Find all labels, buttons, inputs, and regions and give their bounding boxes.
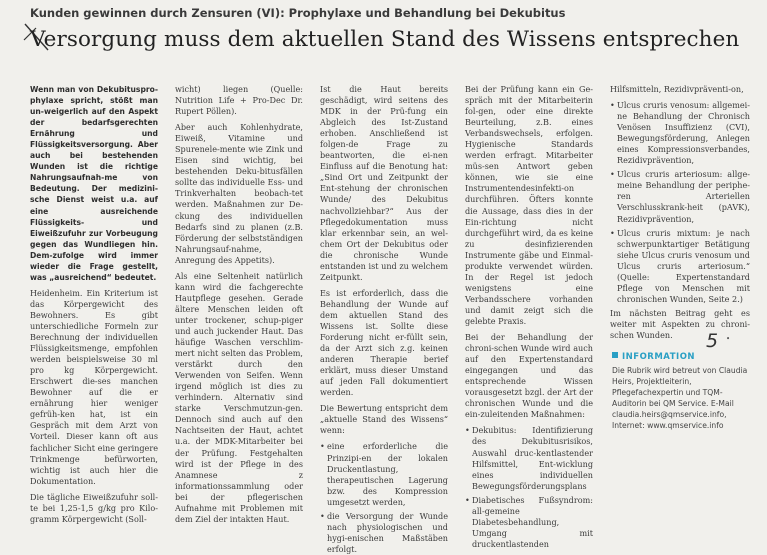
paragraph: Die Bewertung entspricht dem „aktuelle Stand des Wissens“ wenn:	[320, 403, 448, 436]
closing-paragraph: Im nächsten Beitrag geht es weiter mit Aspekten zu chroni-schen Wunden.	[610, 307, 750, 340]
article-column-1	[30, 84, 158, 524]
list-item: • Diabetisches Fußsyndrom: all-gemeine Diabetesbehandlung, Umgang mit druckentlastenden	[465, 495, 593, 550]
paragraph: Hilfsmitteln, Rezidivpräventi-on,	[610, 84, 744, 94]
article-column-3	[320, 84, 448, 554]
list-item: • die Versorgung der Wunde nach physiologischen und hygi-enischen Maßstäben erfolgt.	[320, 511, 448, 555]
paragraph: Heidenheim. Ein Kriterium ist das Körpergewicht des Bewohners. Es gibt unterschiedliche Formeln zur Berechnung der individuellen Flüssigkeitsmenge, empfohlen werden beispielsweise 30 ml pro kg Körpergewicht. Erschwert die-ses manchen Bewohner auf die er ernährung hier weniger gefrüh-ken hat, ist ein Gespräch mit dem Arzt von Vorteil. Dieser kann oft aus fachlicher Sicht eine geringere Trinkmenge befürworten, wichtig ist auch hier die Dokumentation.	[30, 287, 158, 486]
list-item: • Ulcus cruris arteriosum: allge-meine Behandlung der periphe-ren Arteriellen Verschlusskrank-heit (pAVK), Rezidivprävention,	[610, 169, 750, 224]
list-item: • Dekubitus: Identifizierung des Dekubitusrisikos, Auswahl druc-kentlastender Hilfsmittel, Ent-wicklung eines individuellen Bewegungsförderungsplans	[465, 425, 593, 491]
bullet-list	[610, 100, 750, 305]
paragraph: Aber auch Kohlenhydrate, Eiweiß, Vitamine und Spurenele-mente wie Zink und Eisen sind wichtig, bei bestehenden Deku-bitusfällen sollte das individuelle Ess- und Trinkverhalten beobach-tet werden. Maßnahmen zur De-ckung des individuellen Bedarfs sind zu planen (z.B. Förderung der selbstständigen Nahrungsauf-nahme, Anregung des Appetits).	[175, 122, 303, 265]
info-box-title-text: INFORMATION	[622, 352, 696, 362]
small-mark: •	[726, 335, 731, 343]
paragraph: Die tägliche Eiweißzufuhr soll-te bei 1,25-1,5 g/kg pro Kilo-gramm Körpergewicht (Soll-	[30, 491, 158, 524]
paragraph: Es ist erforderlich, dass die Behandlung der Wunde auf dem aktuellen Stand des Wissens ist. Sollte diese Forderung nicht er-füllt sein, da der Arzt sich z.g. keinen anderen Therapie berief erklärt, muss dieser Umstand auf jeden Fall dokumentiert werden.	[320, 287, 448, 398]
list-item: • Ulcus cruris venosum: allgemei-ne Behandlung der Chronisch Venösen Insuffizienz (CVI), Bewegungsförderung, Anlegen eines Kompressionsverbandes, Rezidivprävention,	[610, 100, 750, 166]
info-box-text: Die Rubrik wird betreut von Claudia Heirs, Projektleiterin, Pflegefachexpertin und TQM-Auditorin bei QM Service. E-Mail claudia.heirs@qmservice.info, Internet: www.qmservice.info	[612, 366, 748, 430]
paragraph: wicht) liegen (Quelle: Nutrition Life + Pro-Dec Dr. Rupert Pöllen).	[175, 84, 303, 117]
paragraph: Ist die Haut bereits geschädigt, wird seitens des MDK in der Prü-fung ein Abgleich des Ist-Zustand erhoben. Anschließend ist folgen-de Frage zu beantworten, die ei-nen Einfluss auf die Benotung hat: „Sind Ort und Zeitpunkt der Ent-stehung der chronischen Wunde/ des Dekubitus nachvollziehbar?“ Aus der Pflegedokumentation muss klar erkennbar sein, an wel-chem Ort der Dekubitus oder die chronische Wunde entstanden ist und zu welchem Zeitpunkt.	[320, 84, 448, 282]
paragraph: Bei der Behandlung der chroni-schen Wunde wird auch auf den Expertenstandard eingegangen und das entsprechende Wissen vorausgesetzt bzgl. der Art der chronischen Wunde und die ein-zuleitenden Maßnahmen:	[465, 332, 593, 420]
article-kicker: Kunden gewinnen durch Zensuren (VI): Prophylaxe und Behandlung bei Dekubitus	[30, 6, 566, 20]
info-box	[612, 352, 752, 431]
info-box-title	[612, 352, 752, 362]
article-column-4	[465, 84, 593, 549]
info-square-icon	[612, 352, 618, 358]
article-column-5	[610, 84, 750, 340]
bullet-list	[465, 425, 593, 550]
list-item: • Ulcus cruris mixtum: je nach schwerpunktartiger Betätigung siehe Ulcus cruris venosum und Ulcus cruris arteriosum.“ (Quelle: Expertenstandard Pflege von Menschen mit chronischen Wunden, Seite 2.)	[610, 228, 750, 305]
article-headline: Versorgung muss dem aktuellen Stand des Wissens entsprechen	[30, 27, 740, 52]
list-item: • eine erforderliche die Prinzipi-en der lokalen Druckentlastung, therapeutischen Lagerung bzw. des Kompression umgesetzt werden,	[320, 441, 448, 507]
bullet-list	[320, 441, 448, 554]
article-lead: Wenn man von Dekubituspro-phylaxe spricht, stößt man un-weigerlich auf den Aspekt der bedarfsgerechten Ernährung und Flüssigkeitsversorgung. Aber auch bei bestehenden Wunden ist die richtige Nahrungsaufnah-me von Bedeutung. Der medizini-sche Dienst weist u.a. auf eine ausreichende Flüssigkeits- und Eiweißzufuhr zur Vorbeugung gegen das Wundliegen hin. Dem-zufolge wird immer wieder die Frage gestellt, was „ausreichend“ bedeutet.	[30, 85, 158, 282]
paragraph: Als eine Seltenheit natürlich kann wird die fachgerechte Hautpflege gesehen. Gerade ältere Menschen leiden oft unter trockener, schup-piger und auch juckender Haut. Das häufige Waschen verschlim-mert nicht selten das Problem, verstärkt durch den Verwenden von Seifen. Wenn irgend möglich ist dies zu verhindern. Alternativ sind starke Verschmutzun-gen. Dennoch sind auch auf den Nachtseiten der Haut, achtet u.a. der MDK-Mitarbeiter bei der Prüfung. Festgehalten wird ist der Pflege in des Anamnese z informationssammlung oder bei der pflegerischen Aufnahme mit Problemen mit dem Ziel der intakten Haut.	[175, 270, 303, 524]
article-column-2	[175, 84, 303, 524]
paragraph: Bei der Prüfung kann ein Ge-spräch mit der Mitarbeiterin fol-gen, oder eine direkte Beurteilung, z.B. eines Verbandswechsels, erfolgen. Hygienische Standards werden erfragt. Mitarbeiter müs-sen Antwort geben können, wie sie eine Instrumentendesinfekti-on durchführen. Öfters konnte die Aussage, dass dies in der Ein-richtung nicht durchgeführt wird, da es keine zu desinfizierenden Instrumente gäbe und Einmal-produkte verwendet würden. In der Regel ist jedoch wenigstens eine Verbandsschere vorhanden und damit zeigt sich die gelebte Praxis.	[465, 84, 593, 326]
handwritten-page-mark: 5	[706, 330, 719, 352]
